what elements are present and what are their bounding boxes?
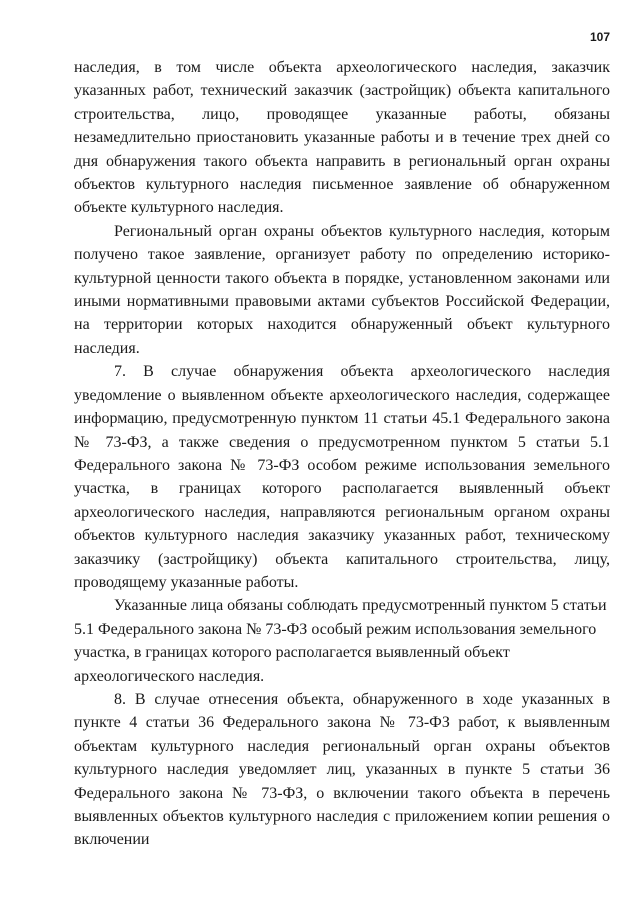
paragraph-regional-authority: Региональный орган охраны объектов культурного наследия, которым получено такое заявление, организует работу по определению историко-культурной ценности такого объекта в порядке, установленном законами или иными нормативными правовыми актами субъектов Российской Федерации, на территории которых находится обнаруженный объект культурного наследия.	[74, 222, 610, 357]
paragraph-item-8: 8. В случае отнесения объекта, обнаруженного в ходе указанных в пункте 4 статьи 36 Федерального закона № 73-ФЗ работ, к выявленным объектам культурного наследия региональный орган охраны объектов культурного наследия уведомляет лиц, указанных в пункте 5 статьи 36 Федерального закона № 73-ФЗ, о включении такого объекта в перечень выявленных объектов культурного наследия с приложением копии решения о включении	[74, 690, 610, 849]
paragraph-item-7: 7. В случае обнаружения объекта археологического наследия уведомление о выявленном объекте археологического наследия, содержащее информацию, предусмотренную пунктом 11 статьи 45.1 Федерального закона № 73-ФЗ, а также сведения о предусмотренном пунктом 5 статьи 5.1 Федерального закона № 73-ФЗ особом режиме использования земельного участка, в границах которого располагается выявленный объект археологического наследия, направляются региональным органом охраны объектов культурного наследия заказчику указанных работ, техническому заказчику (застройщику) объекта капитального строительства, лицу, проводящему указанные работы.	[74, 363, 610, 591]
paragraph-continuation: наследия, в том числе объекта археологического наследия, заказчик указанных работ, технический заказчик (застройщик) объекта капитального строительства, лицо, проводящее указанные работы, обязаны незамедлительно приостановить указанные работы и в течение трех дней со дня обнаружения такого объекта направить в региональный орган охраны объектов культурного наследия письменное заявление об обнаруженном объекте культурного наследия.	[74, 59, 610, 217]
page-number: 107	[589, 30, 610, 44]
paragraph-obligations: Указанные лица обязаны соблюдать предусмотренный пунктом 5 статьи 5.1 Федерального закона № 73-ФЗ особый режим использования земельного участка, в границах которого располагается выявленный объект археологического наследия.	[74, 597, 607, 685]
document-body	[74, 56, 610, 852]
